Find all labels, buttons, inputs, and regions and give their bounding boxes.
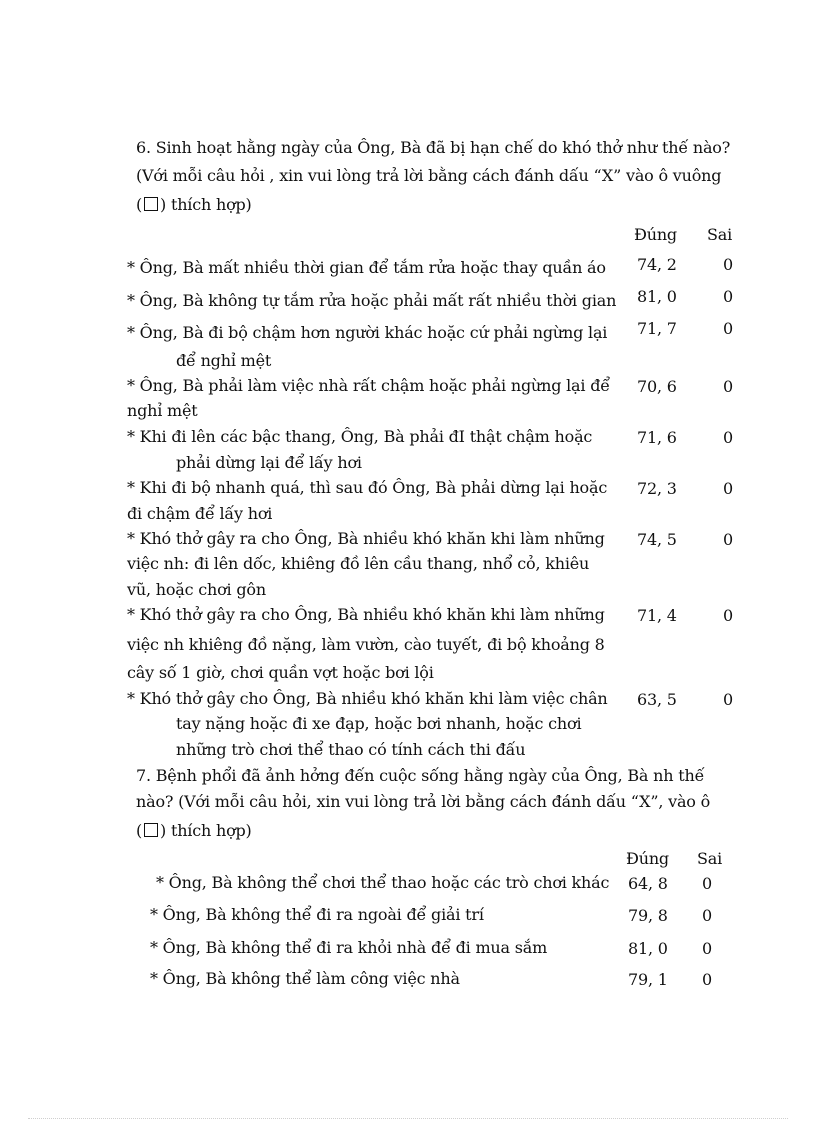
value-dung: 63, 5 — [637, 690, 677, 709]
value-dung: 72, 3 — [637, 479, 677, 498]
value-dung: 64, 8 — [628, 874, 668, 893]
value-sai: 0 — [723, 377, 733, 396]
value-dung: 79, 8 — [628, 906, 668, 925]
question-6-line-3 — [136, 194, 252, 216]
row-text: * Ông, Bà mất nhiều thời gian để tắm rửa hoặc thay quần áo — [127, 258, 606, 277]
row-text: * Khi đi bộ nhanh quá, thì sau đó Ông, Bà phải dừng lại hoặc — [127, 478, 608, 497]
value-dung: 71, 6 — [637, 428, 677, 447]
question-7-line-3 — [136, 820, 252, 842]
value-sai: 0 — [702, 939, 712, 958]
instruction-suffix: ) thích hợp) — [160, 821, 252, 840]
value-sai: 0 — [723, 606, 733, 625]
value-sai: 0 — [723, 530, 733, 549]
row-text: * Ông, Bà phải làm việc nhà rất chậm hoặc phải ngừng lại để — [127, 376, 610, 395]
row-text: * Ông, Bà không thể chơi thể thao hoặc các trò chơi khác — [156, 873, 610, 892]
row-text-continued: việc nh khiêng đồ nặng, làm vườn, cào tuyết, đi bộ khoảng 8 — [127, 635, 605, 654]
value-sai: 0 — [723, 428, 733, 447]
value-dung: 71, 4 — [637, 606, 677, 625]
value-dung: 74, 5 — [637, 530, 677, 549]
row-text: * Khó thở gây ra cho Ông, Bà nhiều khó khăn khi làm những — [127, 529, 605, 548]
question-7-line-2: nào? (Với mỗi câu hỏi, xin vui lòng trả lời bằng cách đánh dấu “X”, vào ô — [136, 792, 711, 811]
row-text-continued: phải dừng lại để lấy hơi — [176, 453, 362, 472]
row-text: * Ông, Bà không tự tắm rửa hoặc phải mất rất nhiều thời gian — [127, 291, 617, 310]
value-sai: 0 — [702, 874, 712, 893]
row-text-continued: những trò chơi thể thao có tính cách thi đấu — [176, 740, 526, 759]
question-7-line-1: 7. Bệnh phổi đã ảnh hởng đến cuộc sống hằng ngày của Ông, Bà nh thế — [136, 766, 705, 785]
value-sai: 0 — [723, 479, 733, 498]
value-dung: 71, 7 — [637, 319, 677, 338]
row-text-continued: đi chậm để lấy hơi — [127, 504, 273, 523]
open-paren: ( — [136, 195, 143, 214]
row-text: * Khó thở gây ra cho Ông, Bà nhiều khó khăn khi làm những — [127, 605, 605, 624]
row-text-continued: vũ, hoặc chơi gôn — [127, 580, 266, 599]
open-paren: ( — [136, 821, 143, 840]
row-text: * Ông, Bà không thể đi ra khỏi nhà để đi mua sắm — [150, 938, 548, 957]
value-dung: 74, 2 — [637, 255, 677, 274]
row-text-continued: cây số 1 giờ, chơi quần vợt hoặc bơi lội — [127, 663, 434, 682]
row-text-continued: nghỉ mệt — [127, 401, 198, 420]
question-6-line-1: 6. Sinh hoạt hằng ngày của Ông, Bà đã bị hạn chế do khó thở như thế nào? — [136, 138, 731, 157]
value-dung: 79, 1 — [628, 970, 668, 989]
column-header-sai: Sai — [697, 849, 723, 868]
row-text-continued: để nghỉ mệt — [176, 351, 272, 370]
instruction-suffix: ) thích hợp) — [160, 195, 252, 214]
row-text: * Ông, Bà không thể làm công việc nhà — [150, 969, 460, 988]
value-sai: 0 — [723, 287, 733, 306]
column-header-dung: Đúng — [634, 225, 677, 244]
value-dung: 81, 0 — [628, 939, 668, 958]
value-sai: 0 — [702, 906, 712, 925]
row-text: * Khó thở gây cho Ông, Bà nhiều khó khăn khi làm việc chân — [127, 689, 608, 708]
row-text-continued: việc nh: đi lên dốc, khiêng đồ lên cầu thang, nhổ cỏ, khiêu — [127, 554, 590, 573]
question-6-line-2: (Với mỗi câu hỏi , xin vui lòng trả lời bằng cách đánh dấu “X” vào ô vuông — [136, 166, 722, 185]
column-header-dung: Đúng — [626, 849, 669, 868]
column-header-sai: Sai — [707, 225, 733, 244]
page-bottom-divider — [28, 1118, 788, 1119]
row-text-continued: tay nặng hoặc đi xe đạp, hoặc bơi nhanh, hoặc chơi — [176, 714, 582, 733]
row-text: * Khi đi lên các bậc thang, Ông, Bà phải đI thật chậm hoặc — [127, 427, 593, 446]
checkbox-square-icon — [144, 197, 158, 211]
row-text: * Ông, Bà không thể đi ra ngoài để giải trí — [150, 905, 484, 924]
value-dung: 70, 6 — [637, 377, 677, 396]
value-dung: 81, 0 — [637, 287, 677, 306]
value-sai: 0 — [702, 970, 712, 989]
value-sai: 0 — [723, 690, 733, 709]
value-sai: 0 — [723, 319, 733, 338]
value-sai: 0 — [723, 255, 733, 274]
row-text: * Ông, Bà đi bộ chậm hơn người khác hoặc cứ phải ngừng lại — [127, 323, 608, 342]
checkbox-square-icon — [144, 823, 158, 837]
